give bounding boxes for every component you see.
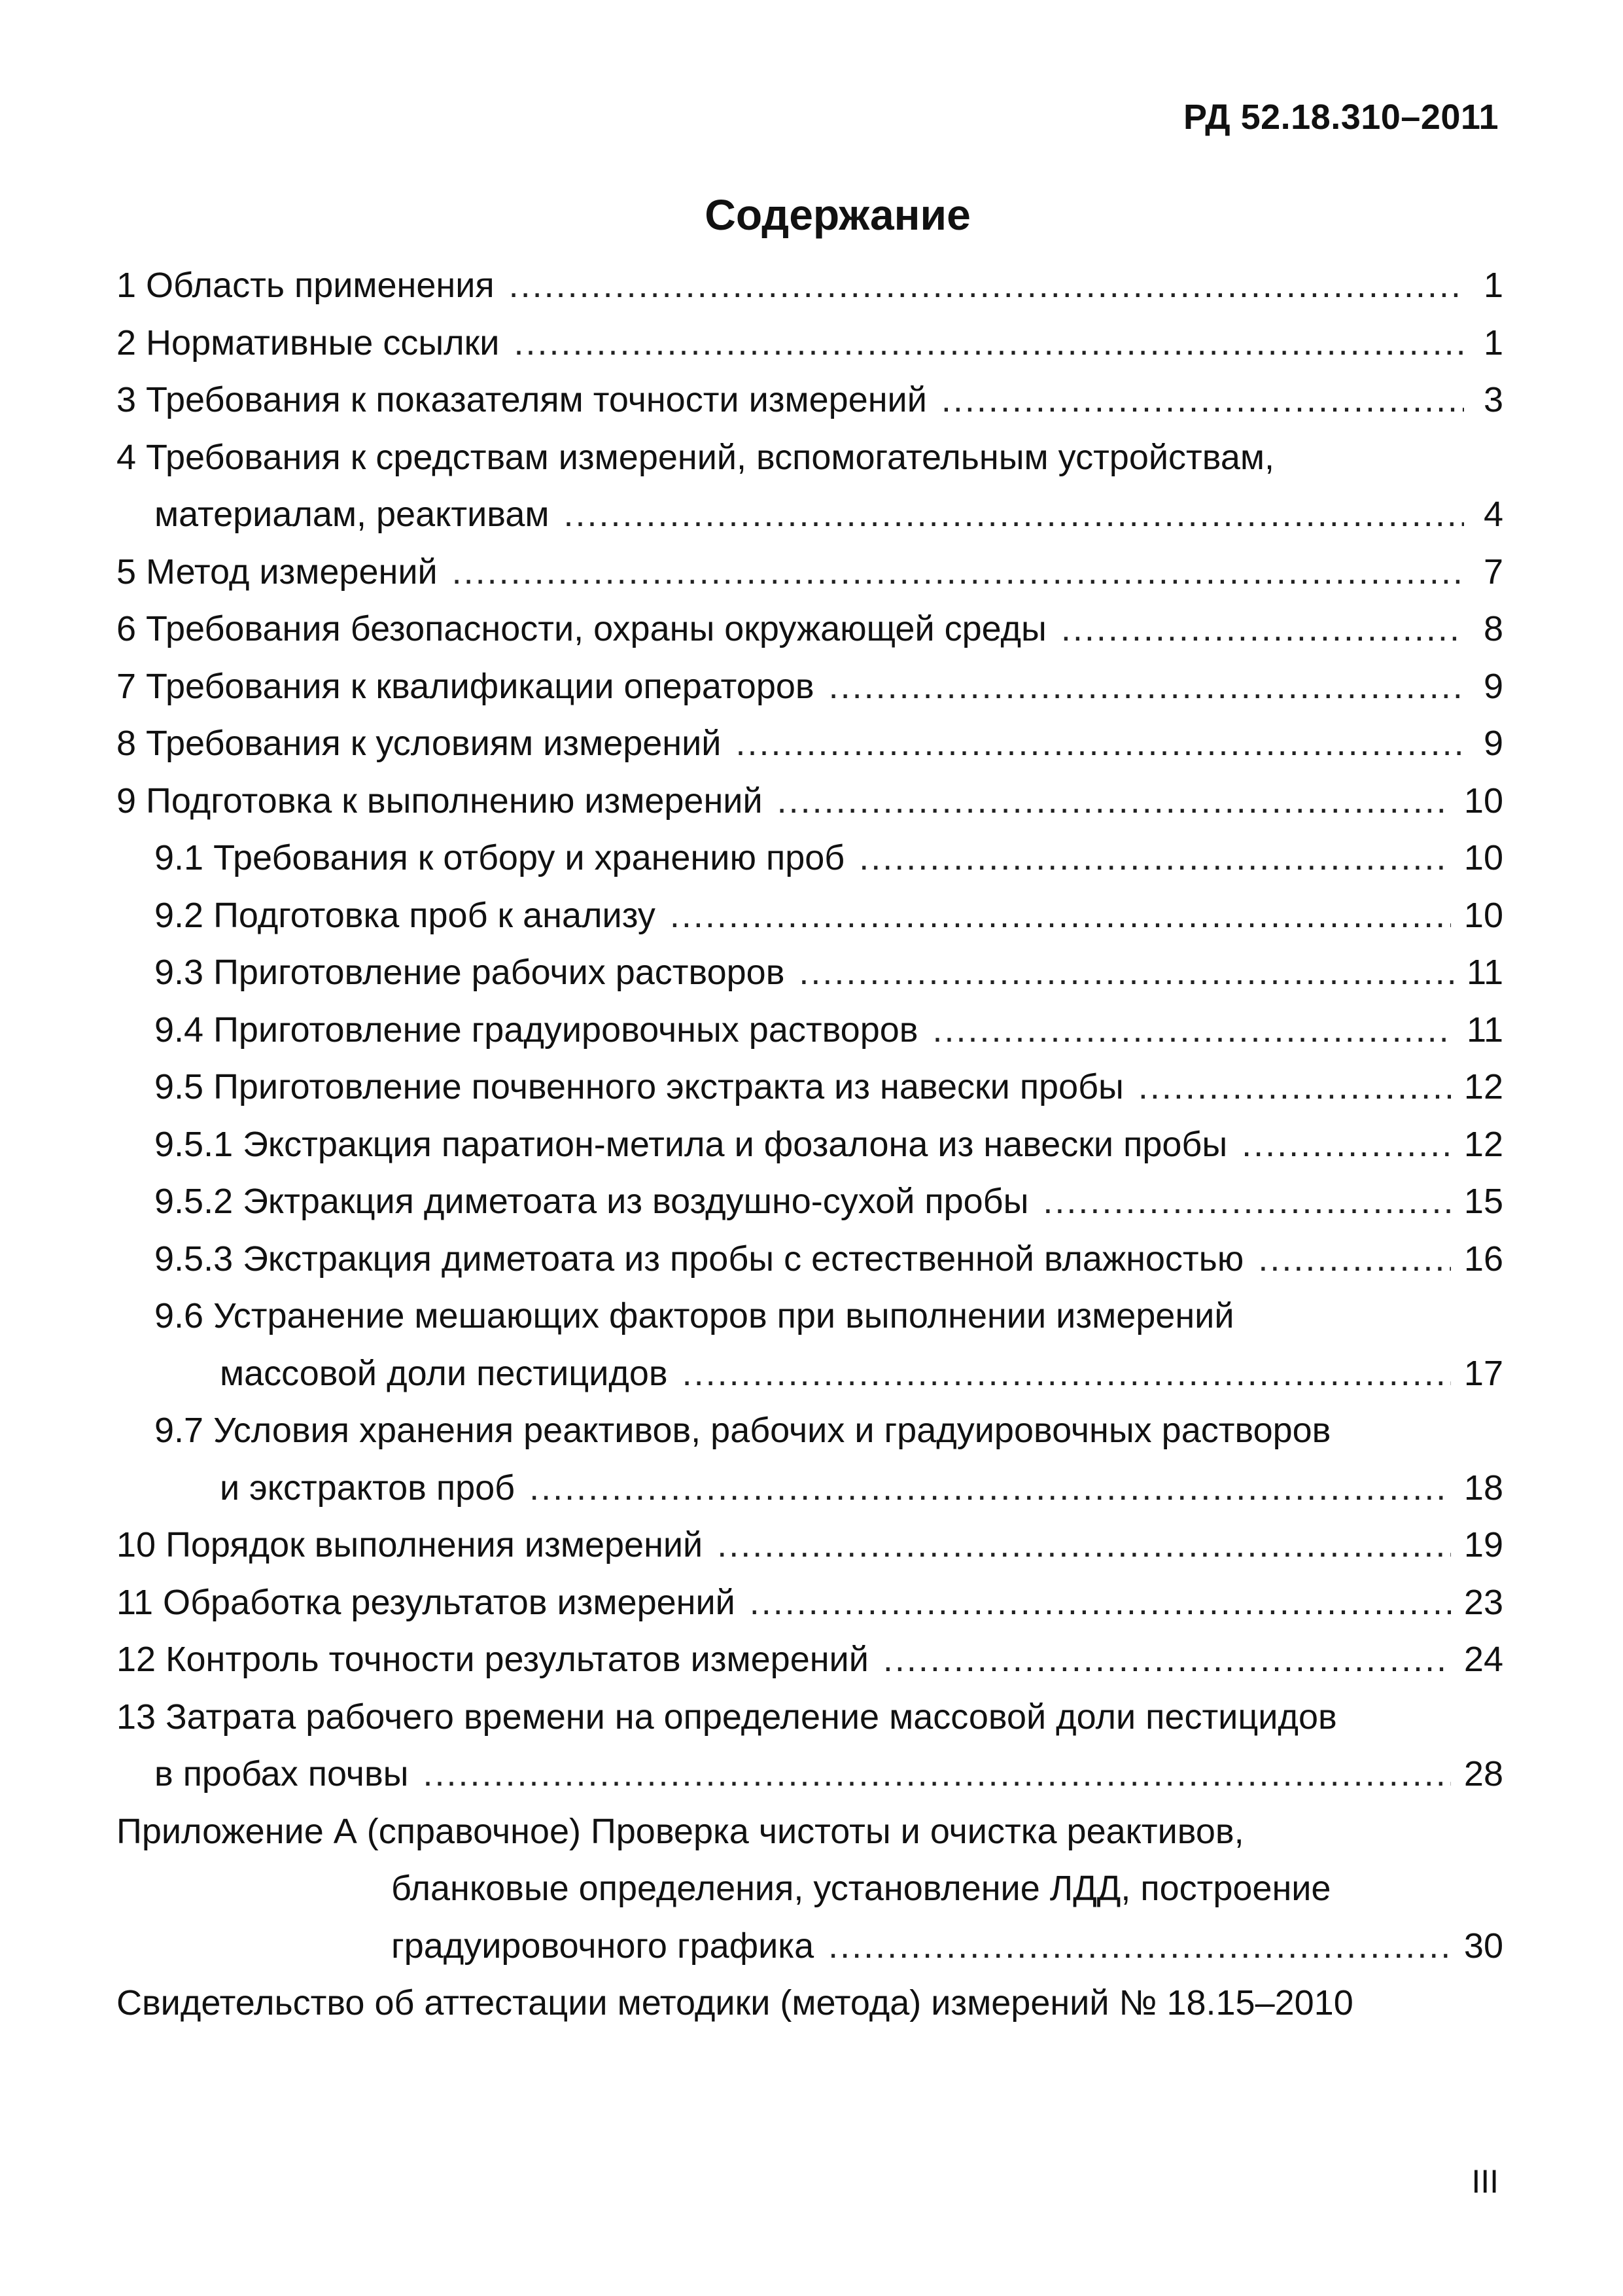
toc-entry[interactable] [116,323,1503,380]
toc-entry-page: 3 [1483,380,1503,419]
toc-entry-page: 10 [1463,781,1503,821]
toc-entry-text: 9.5 Приготовление почвенного экстракта из навески пробы [154,1067,1124,1106]
toc-entry-text: градуировочного графика [391,1926,814,1966]
toc-entry[interactable] [116,1582,1503,1640]
table-of-contents [116,265,1503,2040]
toc-entry-page: 12 [1463,1067,1503,1106]
dot-leader [932,1010,1453,1050]
dot-leader [1242,1124,1451,1165]
toc-entry-text: 9.5.1 Экстракция паратион-метила и фозалона из навески пробы [154,1124,1228,1164]
toc-entry-page: 17 [1463,1353,1503,1393]
toc-entry-page: 19 [1463,1525,1503,1564]
toc-entry-page: 9 [1483,666,1503,706]
toc-certificate-entry[interactable] [116,1983,1503,2040]
toc-subentry[interactable] [116,1468,1503,1525]
toc-entry-page: 10 [1463,838,1503,877]
toc-entry-page: 4 [1483,495,1503,534]
toc-entry-text: 9.5.2 Эктракция диметоата из воздушно-сухой пробы [154,1182,1029,1221]
toc-entry[interactable] [116,380,1503,437]
toc-entry-text: 1 Область применения [116,266,495,305]
toc-entry-text: 9.5.3 Экстракция диметоата из пробы с естественной влажностью [154,1239,1244,1279]
toc-entry[interactable] [116,265,1503,323]
dot-leader [859,838,1451,878]
toc-entry[interactable] [116,1525,1503,1582]
toc-entry[interactable] [116,723,1503,781]
toc-entry-text: 7 Требования к квалификации операторов [116,666,814,706]
toc-appendix-entry[interactable] [116,1926,1503,1983]
toc-subentry-heading-line[interactable] [116,1410,1503,1468]
toc-entry-text: 10 Порядок выполнения измерений [116,1525,703,1564]
toc-entry-page: 15 [1463,1182,1503,1221]
dot-leader [1043,1181,1451,1222]
toc-appendix-line [116,1868,1503,1926]
dot-leader [828,1926,1451,1966]
dot-leader [829,666,1464,707]
dot-leader [509,265,1464,306]
toc-subentry[interactable] [116,952,1503,1010]
toc-entry-heading-line[interactable] [116,1697,1503,1754]
toc-entry-text: 6 Требования безопасности, охраны окружающей среды [116,609,1047,648]
toc-entry-page: 1 [1483,266,1503,305]
page-number: III [1471,2163,1499,2200]
toc-entry[interactable] [116,552,1503,609]
toc-appendix-heading-line[interactable] [116,1811,1503,1869]
toc-subentry[interactable] [116,1124,1503,1182]
toc-entry[interactable] [116,1754,1503,1811]
dot-leader [564,494,1465,535]
dot-leader [1258,1239,1451,1279]
toc-entry-text: 12 Контроль точности результатов измерений [116,1640,869,1679]
toc-entry-page: 18 [1463,1468,1503,1508]
toc-entry-page: 16 [1463,1239,1503,1279]
toc-entry-page: 1 [1483,323,1503,362]
dot-leader [1138,1067,1451,1107]
dot-leader [529,1468,1451,1508]
toc-entry-text: 4 Требования к средствам измерений, вспомогательным устройствам, [116,437,1275,477]
toc-entry-text: 9.3 Приготовление рабочих растворов [154,953,785,992]
toc-entry-text: 11 Обработка результатов измерений [116,1582,735,1622]
toc-entry[interactable] [116,666,1503,724]
toc-entry-text: 9 Подготовка к выполнению измерений [116,781,763,821]
toc-entry-text: 13 Затрата рабочего времени на определение массовой доли пестицидов [116,1697,1337,1737]
dot-leader [777,781,1451,821]
dot-leader [717,1525,1451,1565]
toc-entry-page: 12 [1463,1124,1503,1164]
toc-subentry[interactable] [116,1067,1503,1124]
toc-subentry-heading-line[interactable] [116,1296,1503,1353]
toc-subentry[interactable] [116,1010,1503,1067]
toc-entry-heading-line[interactable] [116,437,1503,495]
document-code: РД 52.18.310–2011 [1183,97,1499,137]
toc-entry-text: массовой доли пестицидов [220,1353,668,1393]
dot-leader [514,323,1464,363]
toc-entry-page: 28 [1463,1754,1503,1793]
toc-entry-text: 9.6 Устранение мешающих факторов при выполнении измерений [154,1296,1234,1335]
toc-entry[interactable] [116,1639,1503,1697]
toc-entry-page: 10 [1463,895,1503,935]
toc-entry-page: 11 [1466,1010,1503,1050]
dot-leader [1061,609,1464,649]
toc-entry-text: 3 Требования к показателям точности измерений [116,380,927,419]
toc-entry-text: 2 Нормативные ссылки [116,323,500,362]
dot-leader [670,895,1451,936]
toc-entry-text: 9.1 Требования к отбору и хранению проб [154,838,845,877]
toc-entry-text: и экстрактов проб [220,1468,515,1508]
toc-subentry[interactable] [116,1239,1503,1296]
toc-subentry[interactable] [116,1181,1503,1239]
toc-entry[interactable] [116,494,1503,552]
toc-subentry[interactable] [116,1353,1503,1411]
toc-entry-page: 8 [1483,609,1503,648]
toc-entry[interactable] [116,781,1503,838]
dot-leader [883,1639,1451,1680]
toc-entry-text: материалам, реактивам [154,495,550,534]
toc-entry-text: Приложение А (справочное) Проверка чистоты и очистка реактивов, [116,1811,1244,1851]
toc-entry-page: 30 [1463,1926,1503,1966]
toc-entry-text: бланковые определения, установление ЛДД, построение [391,1869,1331,1908]
toc-title: Содержание [705,190,971,239]
dot-leader [941,380,1464,420]
dot-leader [799,952,1454,993]
toc-subentry[interactable] [116,838,1503,895]
toc-entry-page: 23 [1463,1582,1503,1622]
dot-leader [735,723,1464,764]
toc-entry-page: 9 [1483,724,1503,763]
toc-entry-text: 8 Требования к условиям измерений [116,724,722,763]
toc-entry-text: 9.7 Условия хранения реактивов, рабочих и градуировочных растворов [154,1411,1331,1450]
toc-entry-text: 5 Метод измерений [116,552,438,592]
toc-entry[interactable] [116,609,1503,666]
toc-entry-text: 9.2 Подготовка проб к анализу [154,895,655,935]
dot-leader [750,1582,1451,1623]
toc-entry-text: Свидетельство об аттестации методики (метода) измерений № 18.15–2010 [116,1983,1353,2022]
toc-entry-page: 7 [1483,552,1503,592]
toc-entry-page: 11 [1466,953,1503,992]
dot-leader [423,1754,1450,1794]
dot-leader [452,552,1464,592]
toc-entry-text: 9.4 Приготовление градуировочных растворов [154,1010,918,1050]
dot-leader [682,1353,1451,1394]
toc-subentry[interactable] [116,895,1503,953]
toc-entry-text: в пробах почвы [154,1754,409,1793]
toc-entry-page: 24 [1463,1640,1503,1679]
